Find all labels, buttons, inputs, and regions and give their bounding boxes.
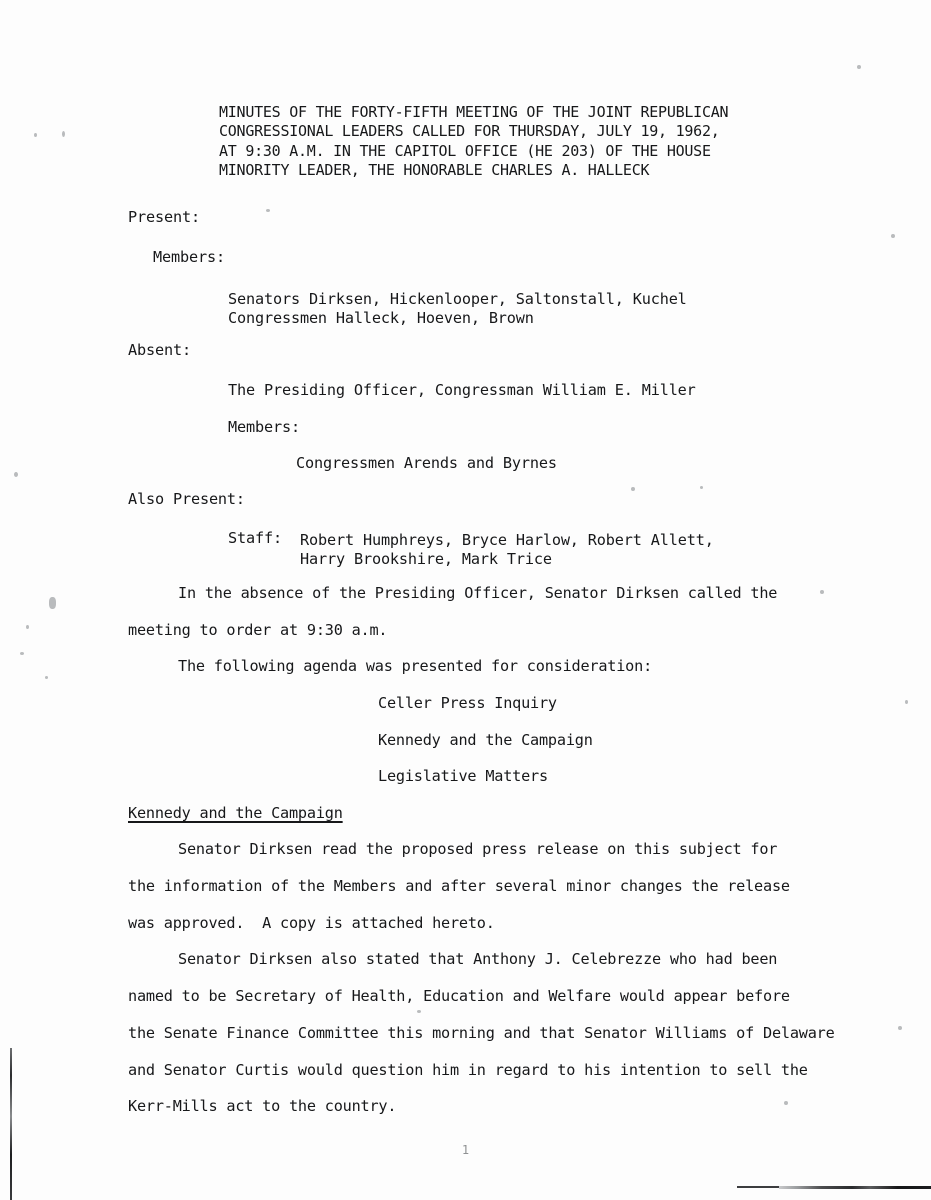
scan-speck (417, 1010, 421, 1013)
agenda-item: Legislative Matters (378, 767, 548, 785)
present-members-label: Members: (153, 248, 225, 266)
paragraph-line: the Senate Finance Committee this morning and that Senator Williams of Delaware (128, 1024, 835, 1042)
document-title (219, 103, 728, 180)
paragraph-line: the information of the Members and after several minor changes the release (128, 877, 790, 895)
agenda-intro: The following agenda was presented for consideration: (178, 657, 653, 675)
scan-speck (45, 676, 48, 679)
title-line: AT 9:30 A.M. IN THE CAPITOL OFFICE (HE 203) OF THE HOUSE (219, 141, 711, 160)
paragraph-line: Senator Dirksen also stated that Anthony J. Celebrezze who had been (178, 950, 778, 968)
paragraph-line: Kerr-Mills act to the country. (128, 1097, 397, 1115)
scan-speck (891, 234, 895, 238)
absent-presiding-officer: The Presiding Officer, Congressman William E. Miller (228, 381, 696, 399)
scan-speck (857, 65, 861, 69)
staff-label: Staff: (228, 529, 282, 547)
scan-speck (700, 486, 703, 489)
scan-speck (20, 652, 24, 655)
scan-speck (898, 1026, 902, 1030)
staff-line: Harry Brookshire, Mark Trice (300, 550, 552, 569)
opening-line: meeting to order at 9:30 a.m. (128, 621, 388, 639)
agenda-item: Kennedy and the Campaign (378, 731, 593, 749)
scan-speck (784, 1101, 788, 1105)
scan-edge-line-bottom (779, 1186, 931, 1189)
scan-speck (26, 625, 29, 629)
scan-speck (631, 487, 635, 491)
title-line: CONGRESSIONAL LEADERS CALLED FOR THURSDAY, JULY 19, 1962, (219, 122, 720, 141)
section-heading: Kennedy and the Campaign (128, 804, 343, 822)
scan-speck (34, 133, 37, 137)
scan-speck (62, 131, 65, 137)
scan-speck (905, 700, 908, 704)
absent-members-line: Congressmen Arends and Byrnes (296, 454, 557, 472)
title-line: MINUTES OF THE FORTY-FIFTH MEETING OF THE JOINT REPUBLICAN (219, 103, 729, 121)
page-number: 1 (461, 1143, 470, 1157)
present-members-line: Senators Dirksen, Hickenlooper, Saltonstall, Kuchel (228, 290, 687, 308)
staff-list (300, 531, 714, 570)
scan-speck (14, 472, 18, 477)
present-members-list (228, 290, 687, 329)
staff-line: Robert Humphreys, Bryce Harlow, Robert Allett, (300, 531, 714, 549)
paragraph-line: and Senator Curtis would question him in regard to his intention to sell the (128, 1061, 808, 1079)
opening-line: In the absence of the Presiding Officer, Senator Dirksen called the (178, 584, 778, 602)
present-members-line: Congressmen Halleck, Hoeven, Brown (228, 309, 534, 328)
agenda-item: Celler Press Inquiry (378, 694, 557, 712)
absent-members-label: Members: (228, 418, 300, 436)
scan-speck (266, 209, 270, 212)
paragraph-line: named to be Secretary of Health, Education and Welfare would appear before (128, 987, 790, 1005)
absent-label: Absent: (128, 341, 191, 359)
also-present-label: Also Present: (128, 490, 245, 508)
present-label: Present: (128, 208, 200, 226)
paragraph-line: was approved. A copy is attached hereto. (128, 914, 495, 932)
title-line: MINORITY LEADER, THE HONORABLE CHARLES A. HALLECK (219, 160, 650, 179)
scan-speck (820, 590, 824, 594)
paragraph-line: Senator Dirksen read the proposed press release on this subject for (178, 840, 778, 858)
scan-speck (49, 597, 56, 609)
scan-edge-line-bottom (737, 1186, 790, 1188)
scan-edge-line-left (10, 1048, 12, 1200)
